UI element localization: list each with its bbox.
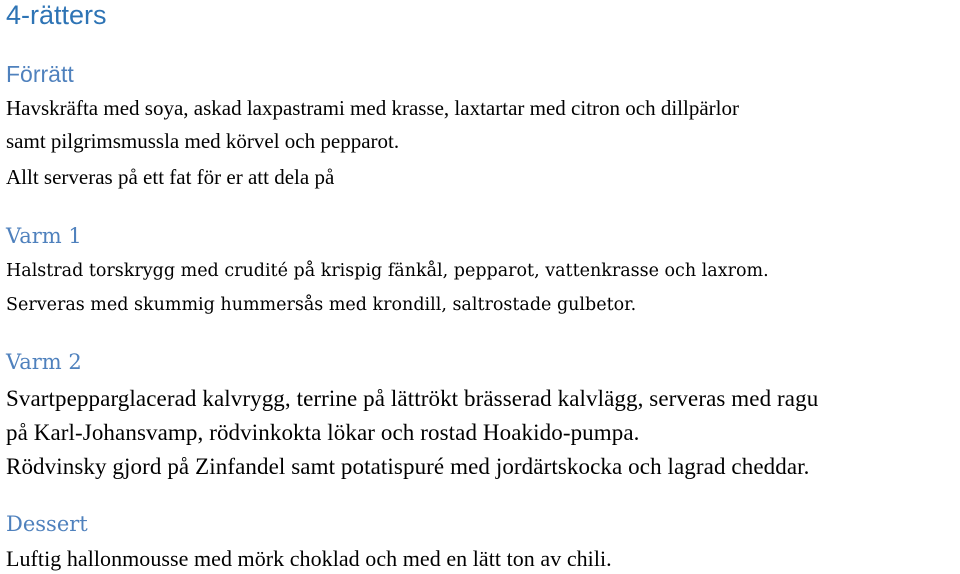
course-line: Luftig hallonmousse med mörk choklad och med en lätt ton av chili.	[6, 546, 612, 571]
course-line: Svartpepparglacerad kalvrygg, terrine på lättrökt brässerad kalvlägg, serveras med ragu	[6, 386, 819, 411]
menu-title: 4-rätters	[6, 0, 107, 30]
course-heading-dessert: Dessert	[6, 512, 88, 536]
course-heading-forratt: Förrätt	[6, 61, 74, 87]
course-line: Rödvinsky gjord på Zinfandel samt potatispuré med jordärtskocka och lagrad cheddar.	[6, 454, 810, 479]
course-heading-varm-2: Varm 2	[6, 350, 82, 374]
course-line: Havskräfta med soya, askad laxpastrami med krasse, laxtartar med citron och dillpärlor	[6, 96, 739, 120]
course-line: samt pilgrimsmussla med körvel och pepparot.	[6, 129, 400, 153]
course-line: på Karl-Johansvamp, rödvinkokta lökar och rostad Hoakido-pumpa.	[6, 420, 640, 445]
course-line: Halstrad torskrygg med crudité på krispig fänkål, pepparot, vattenkrasse och laxrom.	[6, 261, 769, 281]
course-heading-varm-1: Varm 1	[6, 224, 82, 248]
course-line: Serveras med skummig hummersås med krondill, saltrostade gulbetor.	[6, 295, 637, 315]
course-line: Allt serveras på ett fat för er att dela på	[6, 165, 335, 189]
